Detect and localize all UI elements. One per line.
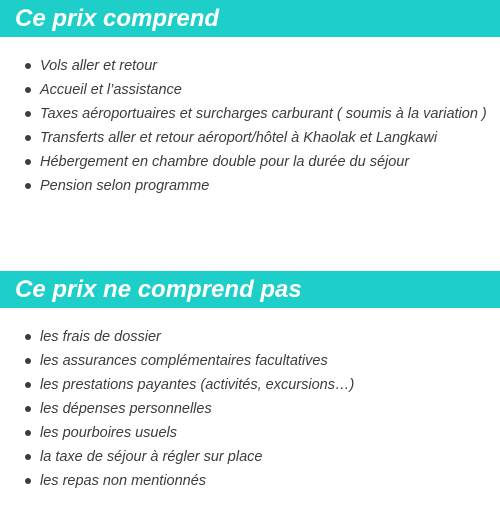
bullet-icon <box>25 454 31 460</box>
excluded-list <box>0 325 500 493</box>
included-section <box>0 0 500 198</box>
list-item <box>0 373 500 397</box>
included-list <box>0 54 500 198</box>
bullet-icon <box>25 382 31 388</box>
bullet-icon <box>25 111 31 117</box>
bullet-icon <box>25 478 31 484</box>
list-item-text: Accueil et l’assistance <box>40 82 182 98</box>
bullet-icon <box>25 358 31 364</box>
list-item-text: la taxe de séjour à régler sur place <box>40 449 263 465</box>
list-item <box>0 421 500 445</box>
list-item <box>0 325 500 349</box>
list-item <box>0 102 500 126</box>
list-item <box>0 469 500 493</box>
list-item-text: Transferts aller et retour aéroport/hôtel à Khaolak et Langkawi <box>40 130 438 146</box>
list-item <box>0 445 500 469</box>
bullet-icon <box>25 430 31 436</box>
included-title: Ce prix comprend <box>0 0 500 37</box>
list-item-text: Vols aller et retour <box>40 58 158 74</box>
list-item-text: les assurances complémentaires facultatives <box>40 353 328 369</box>
list-item <box>0 174 500 198</box>
list-item-text: Hébergement en chambre double pour la durée du séjour <box>40 154 410 170</box>
list-item-text: Taxes aéroportuaires et surcharges carburant ( soumis à la variation ) <box>40 106 487 122</box>
bullet-icon <box>25 63 31 69</box>
bullet-icon <box>25 406 31 412</box>
list-item <box>0 349 500 373</box>
excluded-title: Ce prix ne comprend pas <box>0 271 500 308</box>
bullet-icon <box>25 135 31 141</box>
bullet-icon <box>25 334 31 340</box>
list-item <box>0 150 500 174</box>
excluded-section <box>0 271 500 493</box>
bullet-icon <box>25 159 31 165</box>
list-item-text: les repas non mentionnés <box>40 473 207 489</box>
list-item-text: Pension selon programme <box>40 178 210 194</box>
list-item-text: les prestations payantes (activités, excursions…) <box>40 377 355 393</box>
list-item <box>0 54 500 78</box>
list-item-text: les dépenses personnelles <box>40 401 212 417</box>
list-item <box>0 126 500 150</box>
list-item-text: les pourboires usuels <box>40 425 178 441</box>
list-item <box>0 78 500 102</box>
list-item-text: les frais de dossier <box>40 329 161 345</box>
bullet-icon <box>25 183 31 189</box>
list-item <box>0 397 500 421</box>
bullet-icon <box>25 87 31 93</box>
